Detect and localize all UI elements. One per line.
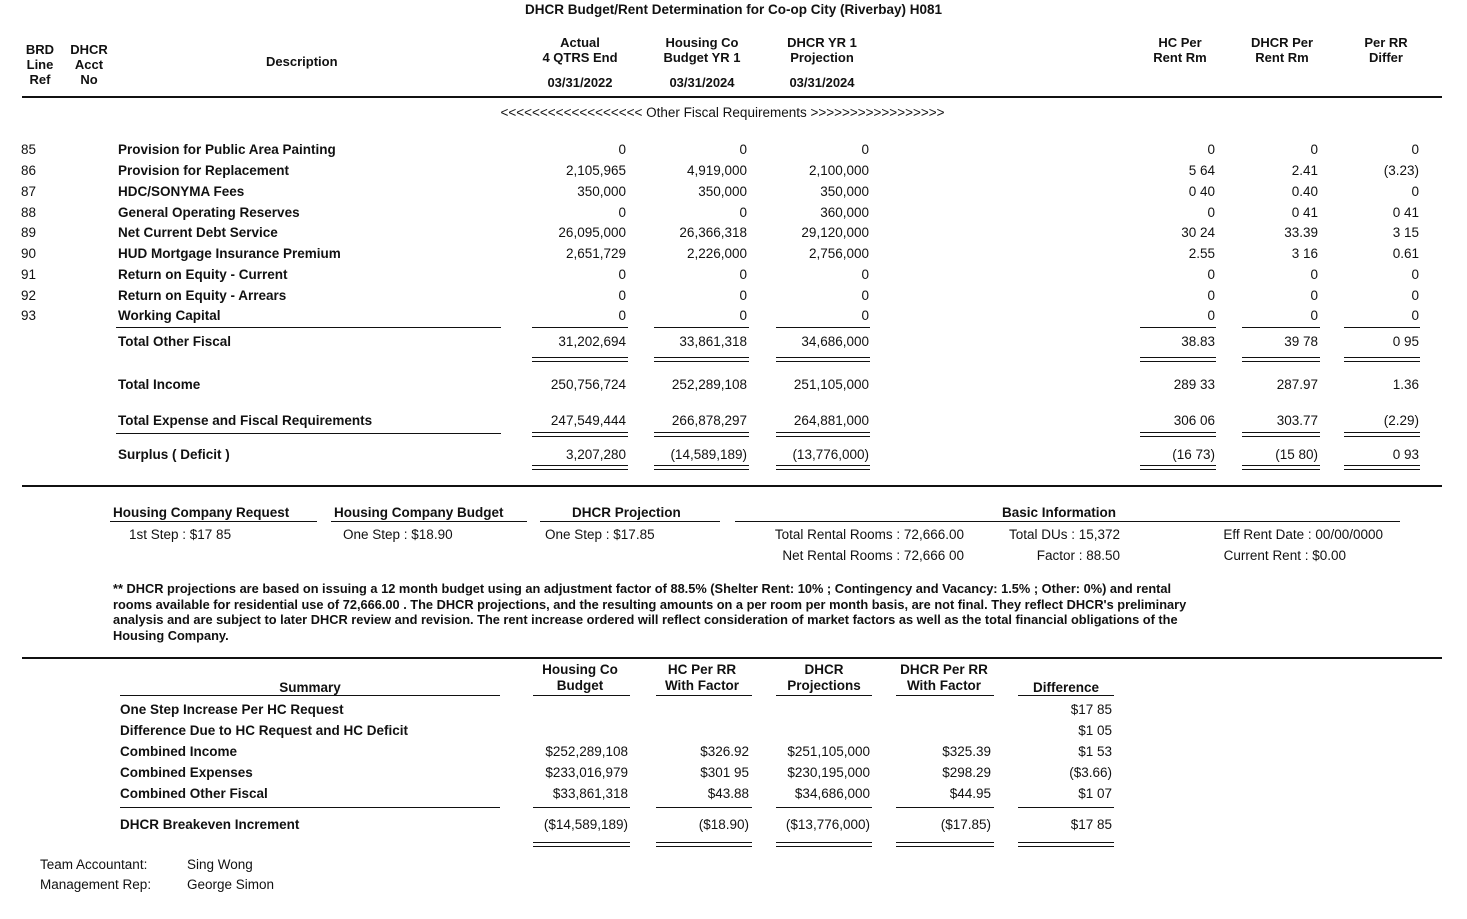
note-line: ** DHCR projections are based on issuing a 12 month budget using an adjustment factor of 88.5% (Shelter Rent: 10% ; Contingency and Vacancy: 1.5% ; Other: 0%) and rental (113, 581, 1172, 596)
note-line: analysis and are subject to later DHCR review and revision. The rent increase ordered will reflect consideration of market factors as well as the total financial obligations of the (113, 612, 1178, 627)
double-rule-line (654, 357, 749, 362)
header-actual: Actual 4 QTRS End (542, 35, 618, 65)
row-value-diff: 0 (1411, 142, 1419, 157)
header-hc-per-rent-rm: HC Per Rent Rm (1153, 35, 1207, 65)
header-dhcr-per-rent-rm: DHCR Per Rent Rm (1250, 35, 1314, 65)
summary-double-rule (656, 842, 752, 847)
row-value-dhcrrm: 0 (1310, 267, 1318, 282)
row-value-dhcrrm: 2.41 (1291, 163, 1318, 178)
summary-breakeven-e: $17 85 (1070, 817, 1112, 832)
summary-header-hc-per-rr: HC Per RR With Factor (664, 662, 740, 693)
page-title: DHCR Budget/Rent Determination for Co-op City (Riverbay) H081 (524, 2, 943, 17)
summary-header-dhcr-per-rr: DHCR Per RR With Factor (900, 662, 988, 693)
total-value-actual: 247,549,444 (550, 413, 626, 428)
summary-row-label: Combined Expenses (120, 765, 253, 780)
total-value-hcrm: 289 33 (1173, 377, 1215, 392)
total-value-hcrm: (16 73) (1172, 447, 1215, 462)
double-rule-line (1242, 465, 1320, 470)
summary-header-underline (776, 695, 872, 696)
total-value-actual: 3,207,280 (565, 447, 626, 462)
row-ref: 85 (21, 142, 37, 157)
rule-line (654, 327, 749, 328)
row-value-dhcrrm: 0 (1310, 308, 1318, 323)
row-value-hc: 0 (739, 267, 747, 282)
total-value-hcrm: 38.83 (1181, 334, 1215, 349)
row-ref: 87 (21, 184, 37, 199)
row-value-hcrm: 30 24 (1181, 225, 1215, 240)
double-rule-line (1242, 432, 1320, 437)
summary-row-label: Combined Income (120, 744, 238, 759)
total-value-dhcr: 251,105,000 (793, 377, 869, 392)
note-line: Housing Company. (113, 627, 229, 643)
double-rule-line (1344, 465, 1420, 470)
summary-rule (656, 807, 752, 808)
total-rental-rooms: Total Rental Rooms : 72,666.00 (774, 527, 964, 542)
row-value-dhcr: 0 (861, 142, 869, 157)
row-value-hcrm: 0 40 (1188, 184, 1215, 199)
summary-row-label: Combined Other Fiscal (120, 786, 268, 801)
hc-request-title: Housing Company Request (113, 505, 290, 520)
summary-breakeven-a: ($14,589,189) (543, 817, 628, 832)
row-value-dhcr: 350,000 (820, 184, 869, 199)
row-value-diff: (3.23) (1383, 163, 1419, 178)
row-value-dhcrrm: 0 41 (1291, 205, 1318, 220)
summary-double-rule (533, 842, 630, 847)
row-value-diff: 0 (1411, 288, 1419, 303)
summary-double-rule (776, 842, 872, 847)
summary-rule (776, 807, 872, 808)
row-value-actual: 350,000 (577, 184, 626, 199)
row-description: Provision for Replacement (118, 163, 290, 178)
current-rent: Current Rent : $0.00 (1223, 548, 1346, 563)
header-actual-date: 03/31/2022 (547, 75, 613, 90)
row-ref: 89 (21, 225, 37, 240)
total-value-dhcr: 264,881,000 (793, 413, 869, 428)
row-value-hc: 0 (739, 288, 747, 303)
summary-value-e: $1 05 (1078, 723, 1112, 738)
section-divider-2 (22, 657, 1442, 659)
total-value-dhcr: (13,776,000) (792, 447, 869, 462)
double-rule-line (1140, 357, 1216, 362)
total-dus: Total DUs : 15,372 (1008, 527, 1120, 542)
header-dhcr-projection-date: 03/31/2024 (789, 75, 855, 90)
row-value-hc: 2,226,000 (686, 246, 747, 261)
hc-budget-title: Housing Company Budget (334, 505, 504, 520)
total-value-actual: 250,756,724 (550, 377, 626, 392)
double-rule-line (776, 465, 870, 470)
total-value-dhcrrm: 39 78 (1284, 334, 1318, 349)
row-value-hcrm: 0 (1207, 308, 1215, 323)
row-value-hc: 350,000 (698, 184, 747, 199)
row-description: Working Capital (118, 308, 221, 323)
row-value-dhcr: 0 (861, 267, 869, 282)
summary-header-hc-budget: Housing Co Budget (542, 662, 618, 693)
total-value-hc: 33,861,318 (679, 334, 747, 349)
summary-value-c: $34,686,000 (794, 786, 870, 801)
header-dhcr-acct-no: DHCR Acct No (70, 42, 108, 87)
summary-value-e: ($3.66) (1069, 765, 1112, 780)
row-value-hc: 4,919,000 (686, 163, 747, 178)
summary-rule (896, 807, 994, 808)
total-value-actual: 31,202,694 (558, 334, 626, 349)
row-ref: 93 (21, 308, 37, 323)
total-value-diff: 0 93 (1392, 447, 1419, 462)
row-ref: 90 (21, 246, 37, 261)
summary-value-c: $251,105,000 (787, 744, 870, 759)
row-value-actual: 0 (618, 267, 626, 282)
summary-rule (1018, 807, 1114, 808)
row-value-actual: 26,095,000 (558, 225, 626, 240)
total-value-dhcrrm: (15 80) (1275, 447, 1318, 462)
total-value-hcrm: 306 06 (1173, 413, 1215, 428)
total-value-diff: (2.29) (1383, 413, 1419, 428)
row-value-diff: 0 (1411, 308, 1419, 323)
summary-value-e: $17 85 (1070, 702, 1112, 717)
row-value-hcrm: 0 (1207, 267, 1215, 282)
row-value-dhcr: 29,120,000 (801, 225, 869, 240)
rule-line (1344, 327, 1420, 328)
double-rule-line (776, 432, 870, 437)
row-value-diff: 0.61 (1392, 246, 1419, 261)
factor: Factor : 88.50 (1036, 548, 1120, 563)
row-value-dhcr: 2,100,000 (808, 163, 869, 178)
section-heading: <<<<<<<<<<<<<<<<<< Other Fiscal Requirements >>>>>>>>>>>>>>>>> (500, 105, 945, 120)
row-description: Net Current Debt Service (118, 225, 278, 240)
total-description: Total Expense and Fiscal Requirements (118, 413, 373, 428)
summary-value-b: $43.88 (707, 786, 749, 801)
header-hc-budget: Housing Co Budget YR 1 (663, 35, 741, 65)
row-description: Return on Equity - Arrears (118, 288, 287, 303)
summary-value-b: $301 95 (700, 765, 749, 780)
row-description: General Operating Reserves (118, 205, 300, 220)
summary-value-d: $325.39 (942, 744, 991, 759)
row-value-actual: 2,651,729 (565, 246, 626, 261)
summary-row-label: Difference Due to HC Request and HC Deficit (120, 723, 409, 738)
row-description: Return on Equity - Current (118, 267, 288, 282)
row-value-hc: 0 (739, 205, 747, 220)
total-description: Total Other Fiscal (118, 334, 232, 349)
double-rule-line (532, 357, 628, 362)
row-value-actual: 0 (618, 308, 626, 323)
row-value-dhcrrm: 3 16 (1291, 246, 1318, 261)
summary-value-b: $326.92 (700, 744, 749, 759)
row-ref: 86 (21, 163, 37, 178)
management-rep-name: George Simon (187, 877, 275, 892)
header-per-rr-differ: Per RR Differ (1364, 35, 1408, 65)
row-value-hcrm: 2.55 (1188, 246, 1215, 261)
hc-request-underline (110, 521, 317, 522)
double-rule-line (532, 465, 628, 470)
double-rule-line (776, 357, 870, 362)
hc-request-value: 1st Step : $17 85 (129, 527, 232, 542)
double-rule-line (1242, 357, 1320, 362)
row-value-dhcrrm: 0 (1310, 288, 1318, 303)
row-ref: 92 (21, 288, 37, 303)
row-value-dhcr: 0 (861, 288, 869, 303)
summary-double-rule (1018, 842, 1114, 847)
double-rule-line (532, 432, 628, 437)
total-value-hc: (14,589,189) (670, 447, 747, 462)
summary-header-underline (656, 695, 752, 696)
management-rep-label: Management Rep: (40, 877, 152, 892)
summary-breakeven-c: ($13,776,000) (785, 817, 870, 832)
double-rule-line (1344, 357, 1420, 362)
row-ref: 91 (21, 267, 37, 282)
summary-value-a: $33,861,318 (552, 786, 628, 801)
summary-header-underline (896, 695, 994, 696)
row-value-diff: 0 (1411, 184, 1419, 199)
total-description: Surplus ( Deficit ) (118, 447, 230, 462)
row-value-dhcrrm: 0 (1310, 142, 1318, 157)
row-value-hc: 26,366,318 (679, 225, 747, 240)
row-value-diff: 3 15 (1392, 225, 1419, 240)
section-divider-1 (22, 485, 1442, 487)
row-value-diff: 0 (1411, 267, 1419, 282)
projection-note (113, 581, 1186, 643)
double-rule-line (1344, 432, 1420, 437)
double-rule-line (1140, 432, 1216, 437)
summary-header-dhcr-projections: DHCR Projections (787, 662, 861, 693)
row-description: HUD Mortgage Insurance Premium (118, 246, 341, 261)
total-value-hc: 266,878,297 (671, 413, 747, 428)
row-ref: 88 (21, 205, 37, 220)
summary-title: Summary (279, 680, 341, 695)
summary-double-rule (896, 842, 994, 847)
rule-line (1242, 327, 1320, 328)
total-value-dhcrrm: 303.77 (1276, 413, 1318, 428)
double-rule-line (1140, 465, 1216, 470)
summary-breakeven-b: ($18.90) (698, 817, 749, 832)
total-description: Total Income (118, 377, 201, 392)
row-value-hcrm: 0 (1207, 288, 1215, 303)
summary-header-underline (1018, 695, 1114, 696)
summary-row-label: One Step Increase Per HC Request (120, 702, 344, 717)
summary-breakeven-d: ($17.85) (940, 817, 991, 832)
summary-header-underline (533, 695, 630, 696)
hc-budget-underline (331, 521, 527, 522)
dhcr-projection-value: One Step : $17.85 (545, 527, 655, 542)
basic-information-underline (735, 521, 1400, 522)
rule-line (116, 327, 501, 328)
row-value-hcrm: 0 (1207, 205, 1215, 220)
summary-header-underline (120, 695, 500, 696)
rule-line (1140, 327, 1216, 328)
net-rental-rooms: Net Rental Rooms : 72,666 00 (782, 548, 964, 563)
note-line: rooms available for residential use of 72,666.00 . The DHCR projections, and the resulting amounts on a per room per month basis, are not final. They reflect DHCR's preliminary (113, 596, 1187, 612)
double-rule-line (654, 432, 749, 437)
rule-line (116, 433, 501, 434)
total-value-dhcrrm: 287.97 (1276, 377, 1318, 392)
row-value-hcrm: 5 64 (1188, 163, 1215, 178)
header-hc-budget-date: 03/31/2024 (669, 75, 735, 90)
row-value-actual: 0 (618, 142, 626, 157)
summary-header-difference: Difference (1032, 680, 1100, 695)
team-accountant-label: Team Accountant: (40, 857, 148, 872)
hc-budget-value: One Step : $18.90 (343, 527, 453, 542)
summary-value-a: $233,016,979 (545, 765, 628, 780)
row-value-dhcr: 2,756,000 (808, 246, 869, 261)
basic-information-title: Basic Information (1002, 505, 1117, 520)
row-value-actual: 0 (618, 288, 626, 303)
total-value-hc: 252,289,108 (671, 377, 747, 392)
summary-value-c: $230,195,000 (787, 765, 870, 780)
row-description: HDC/SONYMA Fees (118, 184, 245, 199)
total-value-dhcr: 34,686,000 (801, 334, 869, 349)
eff-rent-date: Eff Rent Date : 00/00/0000 (1223, 527, 1383, 542)
row-value-hc: 0 (739, 142, 747, 157)
row-value-dhcrrm: 33.39 (1284, 225, 1318, 240)
row-value-diff: 0 41 (1392, 205, 1419, 220)
summary-value-a: $252,289,108 (545, 744, 628, 759)
dhcr-projection-underline (540, 521, 720, 522)
rule-line (776, 327, 870, 328)
row-value-dhcr: 0 (861, 308, 869, 323)
header-dhcr-projection: DHCR YR 1 Projection (787, 35, 857, 65)
row-value-dhcrrm: 0.40 (1291, 184, 1318, 199)
summary-value-e: $1 07 (1078, 786, 1112, 801)
rule-line (532, 327, 628, 328)
double-rule-line (654, 465, 749, 470)
total-value-diff: 0 95 (1392, 334, 1419, 349)
row-value-actual: 0 (618, 205, 626, 220)
row-value-dhcr: 360,000 (820, 205, 869, 220)
row-description: Provision for Public Area Painting (118, 142, 336, 157)
row-value-hcrm: 0 (1207, 142, 1215, 157)
summary-rule (120, 807, 500, 808)
team-accountant-name: Sing Wong (187, 857, 253, 872)
row-value-hc: 0 (739, 308, 747, 323)
total-value-diff: 1.36 (1392, 377, 1419, 392)
summary-breakeven-label: DHCR Breakeven Increment (120, 817, 300, 832)
summary-value-d: $298.29 (942, 765, 991, 780)
header-description: Description (266, 54, 338, 69)
summary-rule (533, 807, 630, 808)
row-value-actual: 2,105,965 (565, 163, 626, 178)
header-divider (22, 96, 1442, 98)
summary-value-e: $1 53 (1078, 744, 1112, 759)
header-brd-line-ref: BRD Line Ref (25, 42, 55, 87)
dhcr-projection-title: DHCR Projection (572, 505, 681, 520)
summary-value-d: $44.95 (949, 786, 991, 801)
